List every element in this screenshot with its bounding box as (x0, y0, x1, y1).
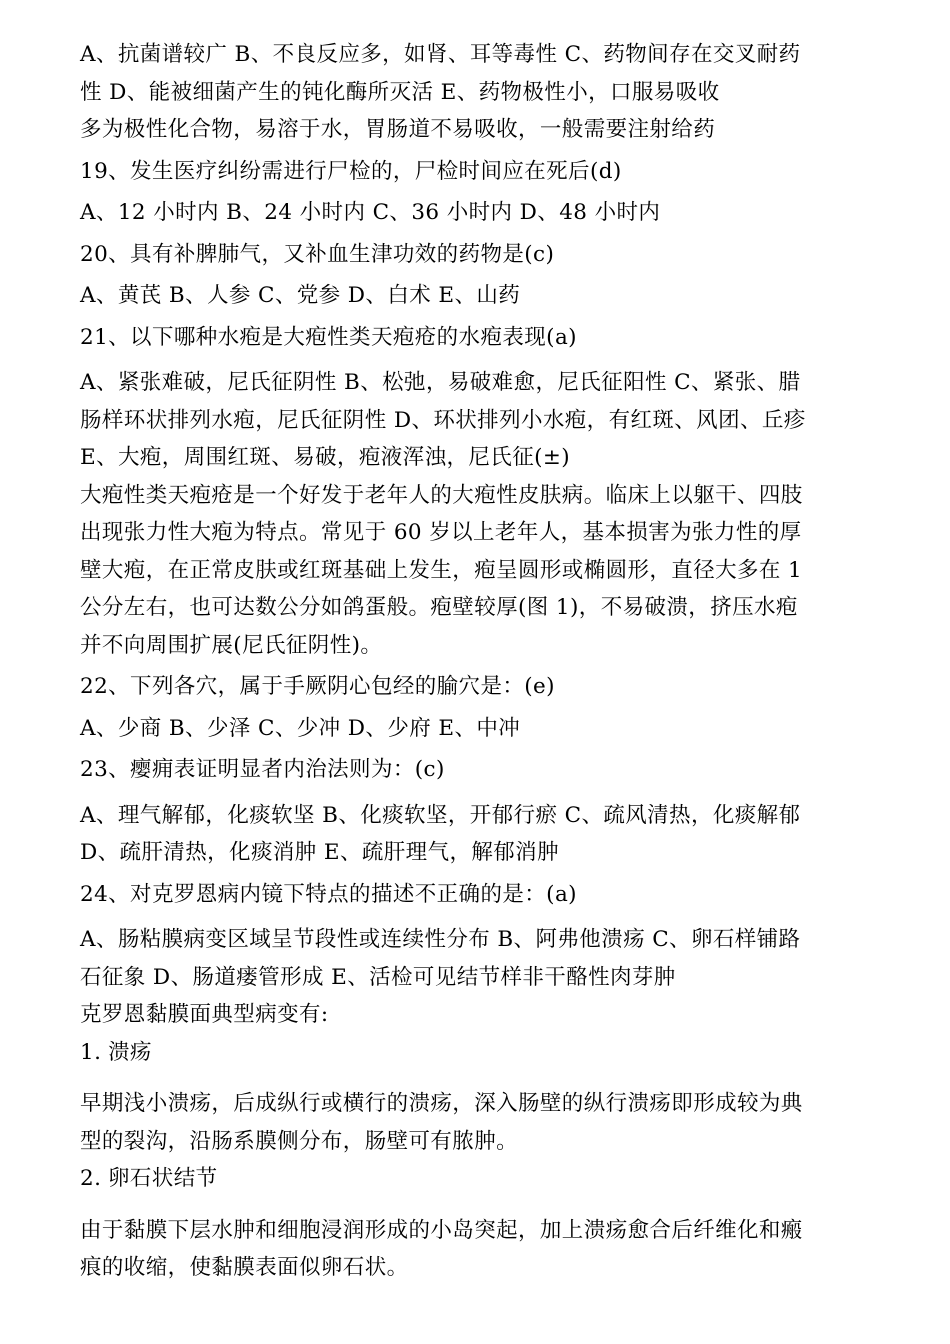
q24-options-line-2: 石征象 D、肠道瘘管形成 E、活检可见结节样非干酪性肉芽肿 (80, 964, 676, 990)
q18-options-line-1: A、抗菌谱较广 B、不良反应多，如肾、耳等毒性 C、药物间存在交叉耐药 (80, 42, 801, 67)
q22-question: 22、下列各穴，属于手厥阴心包经的腧穴是：(e) (80, 674, 555, 699)
q23-options-line-1: A、理气解郁，化痰软坚 B、化痰软坚，开郁行瘀 C、疏风清热，化痰解郁 (80, 802, 801, 828)
cobblestone-description-line-1: 由于黏膜下层水肿和细胞浸润形成的小岛突起，加上溃疡愈合后纤维化和瘢 (80, 1217, 803, 1243)
q21-explanation-line-2: 出现张力性大疱为特点。常见于 60 岁以上老年人，基本损害为张力性的厚 (80, 520, 802, 545)
q21-explanation-line-3: 壁大疱，在正常皮肤或红斑基础上发生，疱呈圆形或椭圆形，直径大多在 1 (80, 557, 803, 583)
list-number: 2. (80, 1166, 102, 1191)
list-item-label: 溃疡 (108, 1039, 152, 1065)
list-item-cobblestone (80, 1160, 880, 1198)
q21-options-line-2: 肠样环状排列水疱，尼氏征阴性 D、环状排列小水疱，有红斑、风团、丘疹 (80, 407, 806, 433)
q19-options: A、12 小时内 B、24 小时内 C、36 小时内 D、48 小时内 (80, 200, 661, 225)
list-item-ulcer (80, 1034, 880, 1072)
q24-options-line-1: A、肠粘膜病变区域呈节段性或连续性分布 B、阿弗他溃疡 C、卵石样铺路 (80, 927, 801, 952)
q20-options: A、黄芪 B、人参 C、党参 D、白术 E、山药 (80, 283, 521, 308)
q18-explanation: 多为极性化合物，易溶于水，胃肠道不易吸收，一般需要注射给药 (80, 117, 716, 142)
q20-question: 20、具有补脾肺气，又补血生津功效的药物是(c) (80, 241, 555, 267)
q24-explanation-intro: 克罗恩黏膜面典型病变有: (80, 1002, 329, 1027)
q21-explanation-line-4: 公分左右，也可达数公分如鸽蛋般。疱壁较厚(图 1)，不易破溃，挤压水疱 (80, 595, 798, 620)
list-number: 1. (80, 1039, 102, 1065)
q21-explanation-line-1: 大疱性类天疱疮是一个好发于老年人的大疱性皮肤病。临床上以躯干、四肢 (80, 482, 803, 508)
q21-options-line-1: A、紧张难破，尼氏征阴性 B、松弛，易破难愈，尼氏征阳性 C、紧张、腊 (80, 370, 801, 395)
q19-question: 19、发生医疗纠纷需进行尸检的，尸检时间应在死后(d) (80, 158, 622, 184)
q24-question: 24、对克罗恩病内镜下特点的描述不正确的是：(a) (80, 881, 577, 907)
ulcer-description-line-2: 型的裂沟，沿肠系膜侧分布，肠壁可有脓肿。 (80, 1128, 519, 1154)
q21-question: 21、以下哪种水疱是大疱性类天疱疮的水疱表现(a) (80, 324, 577, 350)
document-body (80, 36, 880, 1287)
q22-options: A、少商 B、少泽 C、少冲 D、少府 E、中冲 (80, 715, 521, 741)
q21-options-line-3: E、大疱，周围红斑、易破，疱液浑浊，尼氏征(±) (80, 445, 571, 470)
list-item-label: 卵石状结节 (108, 1166, 218, 1191)
q23-question: 23、瘿痈表证明显者内治法则为：(c) (80, 757, 445, 782)
cobblestone-description-line-2: 痕的收缩，使黏膜表面似卵石状。 (80, 1255, 409, 1280)
ulcer-description-line-1: 早期浅小溃疡，后成纵行或横行的溃疡，深入肠壁的纵行溃疡即形成较为典 (80, 1091, 803, 1116)
q23-options-line-2: D、疏肝清热，化痰消肿 E、疏肝理气，解郁消肿 (80, 840, 559, 865)
q18-options-line-2: 性 D、能被细菌产生的钝化酶所灭活 E、药物极性小，口服易吸收 (80, 79, 720, 105)
q21-explanation-line-5: 并不向周围扩展(尼氏征阴性)。 (80, 632, 383, 658)
